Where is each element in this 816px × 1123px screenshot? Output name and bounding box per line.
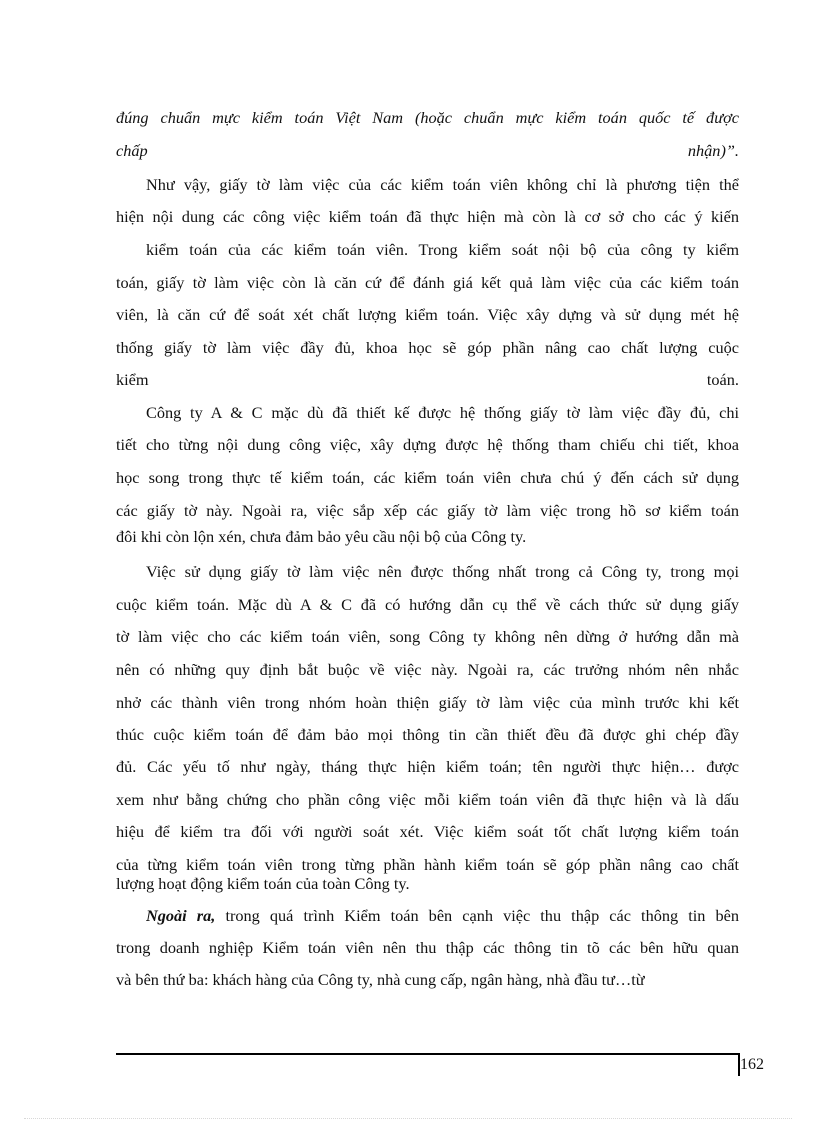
text-line-9 — [116, 370, 739, 390]
text-line-15: Việc sử dụng giấy tờ làm việc nên được thống nhất trong cả Công ty, trong mọi — [146, 562, 739, 581]
text-line-22: xem như bằng chứng cho phần công việc mỗi kiểm toán viên đã thực hiện và là dấu — [116, 790, 739, 809]
text-line-18: nên có những quy định bắt buộc về việc này. Ngoài ra, các trưởng nhóm nên nhắc — [116, 660, 739, 679]
text-line-7: viên, là căn cứ để soát xét chất lượng kiểm toán. Việc xây dựng và sử dụng mét hệ — [116, 305, 739, 324]
text-line-17: tờ làm việc cho các kiểm toán viên, song Công ty không nên dừng ở hướng dẫn mà — [116, 627, 739, 646]
text-line-13: các giấy tờ này. Ngoài ra, việc sắp xếp các giấy tờ làm việc trong hồ sơ kiểm toán — [116, 501, 739, 520]
text-line-10: Công ty A & C mặc dù đã thiết kế được hệ thống giấy tờ làm việc đầy đủ, chi — [146, 403, 739, 422]
text-line-25: lượng hoạt động kiểm toán của toàn Công ty. — [116, 874, 410, 893]
text-line-3: Như vậy, giấy tờ làm việc của các kiểm toán viên không chỉ là phương tiện thể — [146, 175, 739, 194]
text-line-21: đủ. Các yếu tố như ngày, tháng thực hiện kiểm toán; tên người thực hiện… được — [116, 757, 739, 776]
footer-divider — [116, 1053, 740, 1055]
split-word-right: toán. — [706, 370, 739, 389]
lead-in-rest: trong quá trình Kiểm toán bên cạnh việc thu thập các thông tin bên — [225, 906, 739, 925]
text-line-20: thúc cuộc kiểm toán để đảm bảo mọi thông tin cần thiết đều đã được ghi chép đầy — [116, 725, 739, 744]
page-bottom-border — [24, 1118, 792, 1119]
text-line-24: của từng kiểm toán viên trong từng phần hành kiểm toán sẽ góp phần nâng cao chất — [116, 855, 739, 874]
text-line-19: nhở các thành viên trong nhóm hoàn thiện giấy tờ làm việc của mình trước khi kết — [116, 693, 739, 712]
text-line-1: đúng chuẩn mực kiểm toán Việt Nam (hoặc chuẩn mực kiểm toán quốc tế được — [116, 108, 739, 127]
text-line-8: thống giấy tờ làm việc đầy đủ, khoa học sẽ góp phần nâng cao chất lượng cuộc — [116, 338, 739, 357]
text-line-26 — [146, 906, 739, 926]
text-line-14: đôi khi còn lộn xén, chưa đảm bảo yêu cầu nội bộ của Công ty. — [116, 527, 527, 546]
text-line-5: kiểm toán của các kiểm toán viên. Trong kiểm soát nội bộ của công ty kiểm — [146, 240, 739, 259]
text-line-11: tiết cho từng nội dung công việc, xây dựng được hệ thống tham chiếu chi tiết, khoa — [116, 435, 739, 454]
lead-in-emphasis: Ngoài ra, — [146, 906, 216, 925]
text-line-28: và bên thứ ba: khách hàng của Công ty, nhà cung cấp, ngân hàng, nhà đầu tư…từ — [116, 970, 645, 989]
split-word-left: kiểm — [116, 370, 149, 389]
text-line-27: trong doanh nghiệp Kiểm toán viên nên thu thập các thông tin tõ các bên hữu quan — [116, 938, 739, 957]
text-line-2 — [116, 141, 739, 161]
text-line-6: toán, giấy tờ làm việc còn là căn cứ để đánh giá kết quả làm việc của các kiểm toán — [116, 273, 739, 292]
text-line-12: học song trong thực tế kiểm toán, các kiểm toán viên chưa chú ý đến cách sử dụng — [116, 468, 739, 487]
text-line-16: cuộc kiểm toán. Mặc dù A & C đã có hướng dẫn cụ thể về cách thức sử dụng giấy — [116, 595, 739, 614]
split-word-left: chấp — [116, 141, 148, 160]
page-number: 162 — [740, 1056, 764, 1073]
text-line-4: hiện nội dung các công việc kiểm toán đã thực hiện mà còn là cơ sở cho các ý kiến — [116, 207, 739, 226]
split-word-right: nhận)”. — [687, 141, 739, 160]
text-line-23: hiệu để kiểm tra đối với người soát xét. Việc kiểm soát tốt chất lượng kiểm toán — [116, 822, 739, 841]
